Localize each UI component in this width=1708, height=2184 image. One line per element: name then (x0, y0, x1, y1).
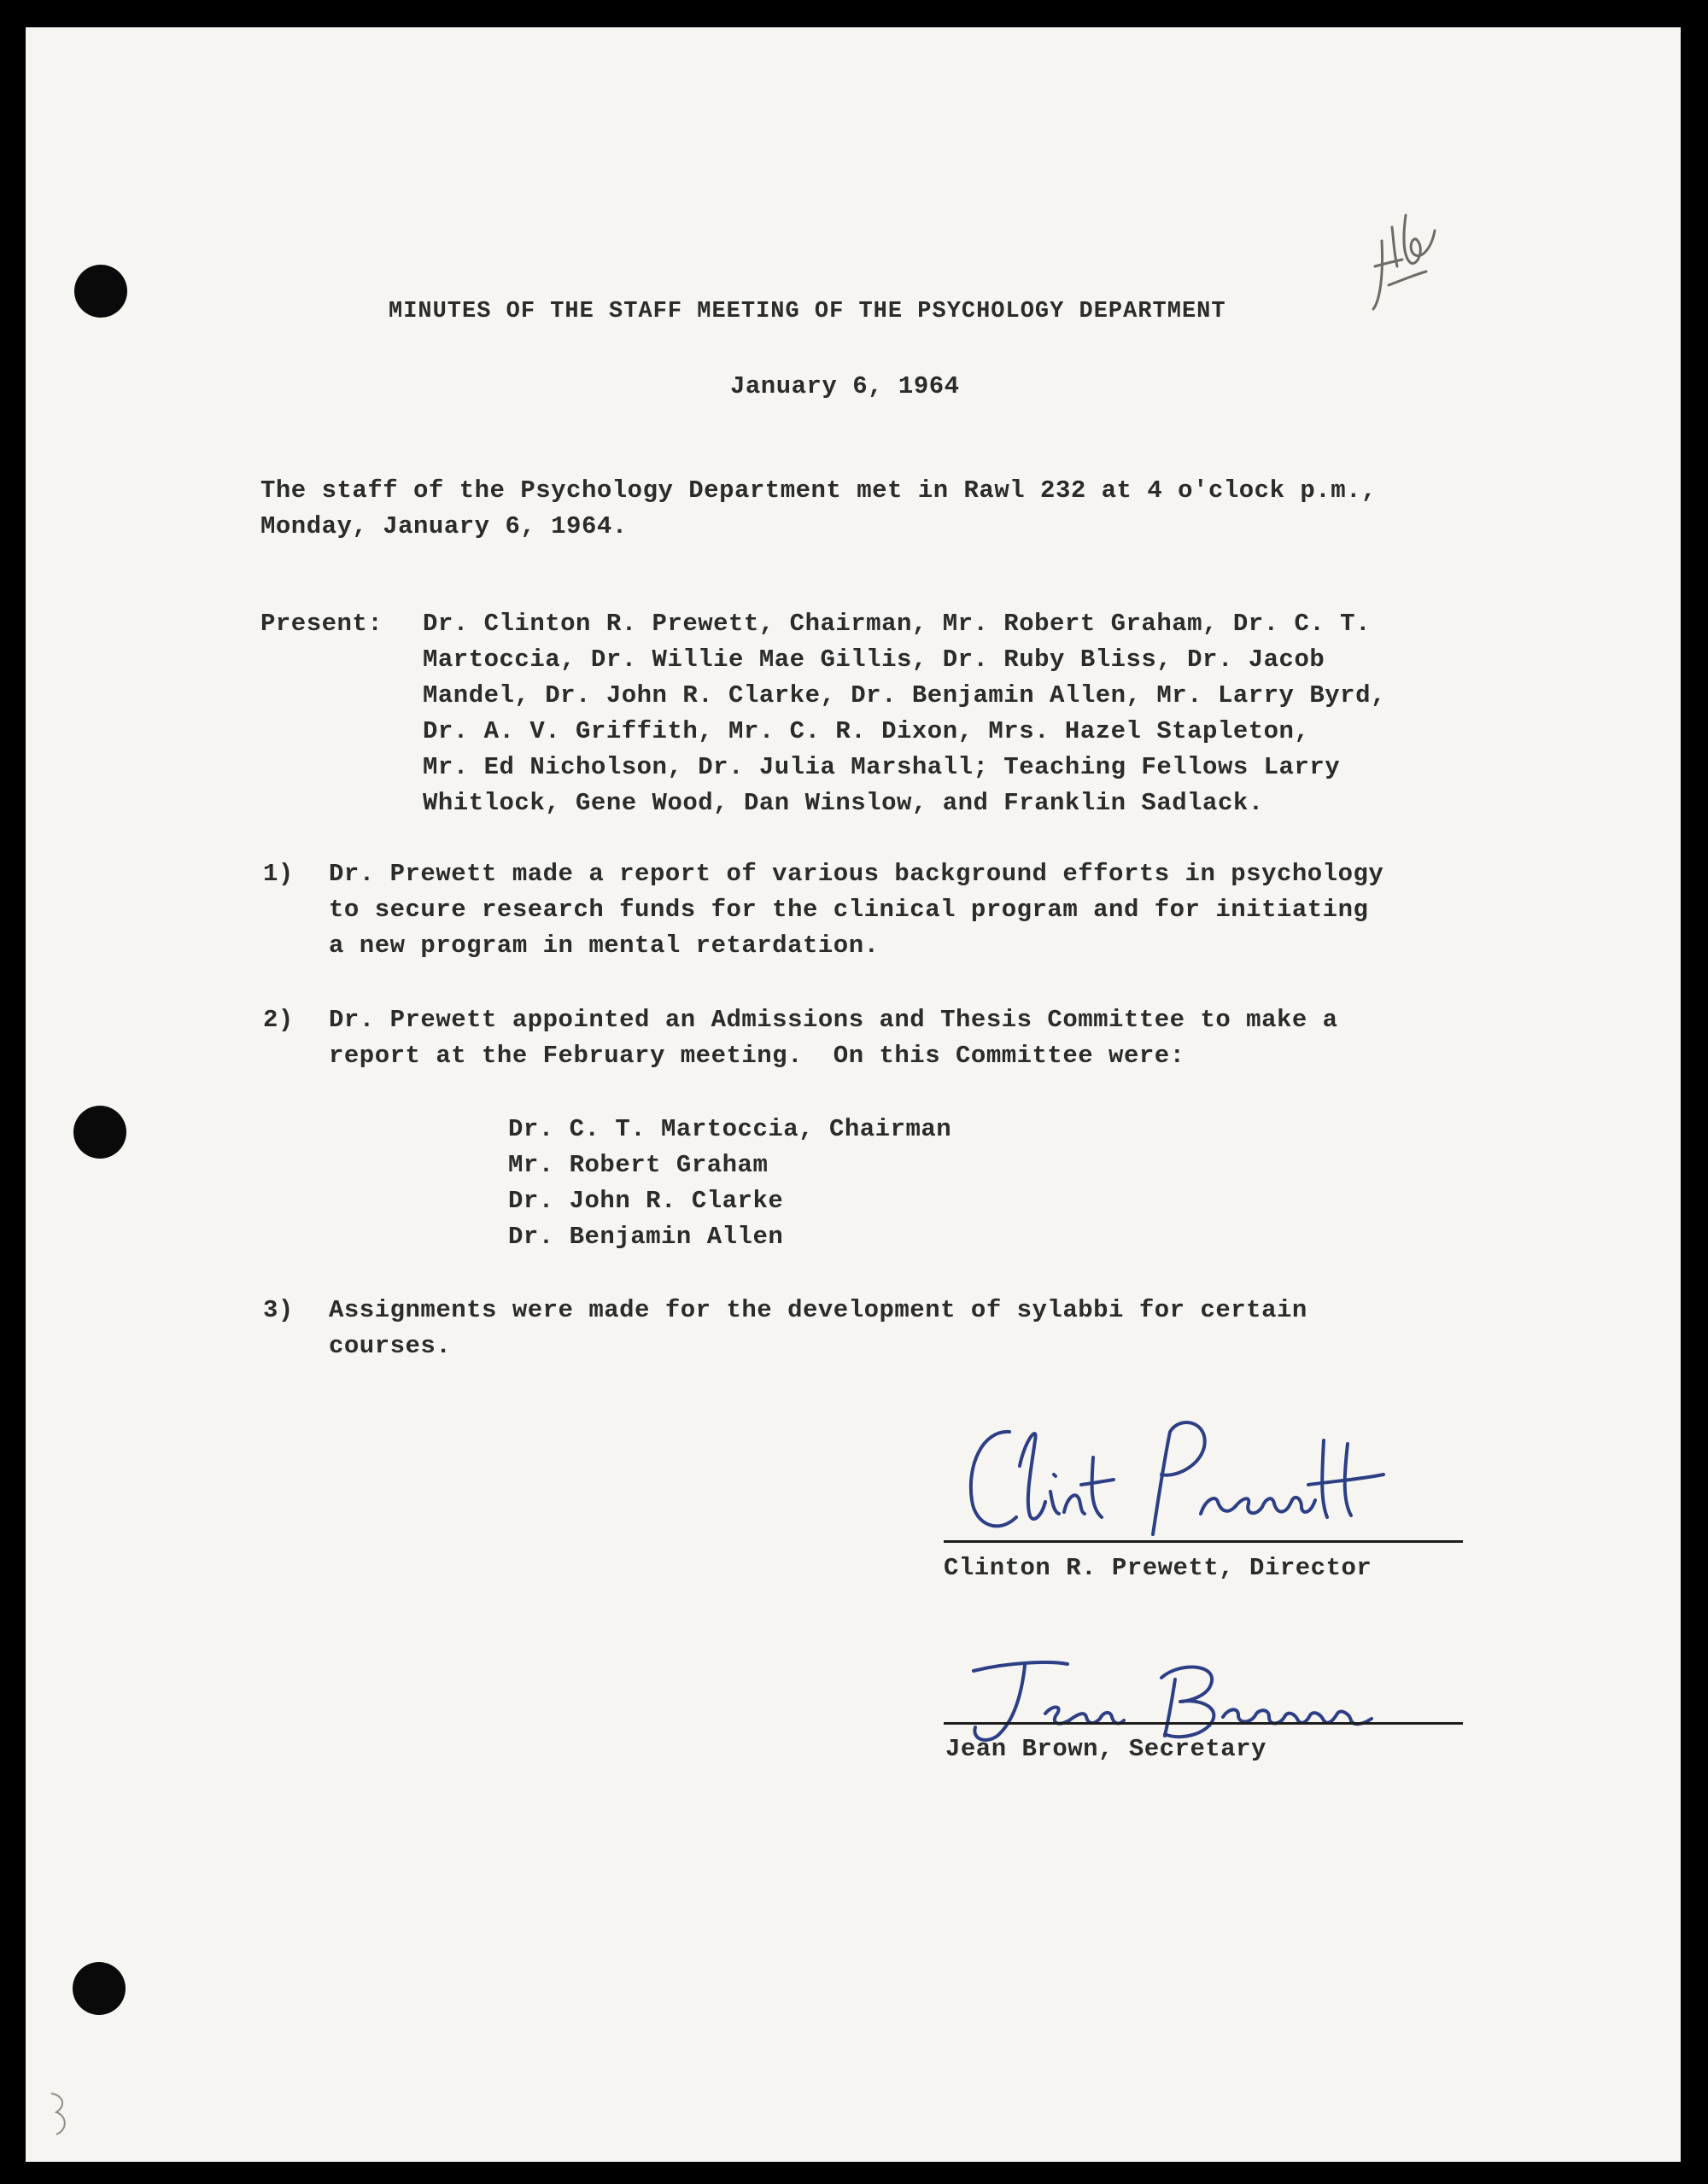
document-page (26, 27, 1681, 2162)
item-line: Assignments were made for the development of sylabbi for certain (329, 1296, 1307, 1324)
item-line: courses. (329, 1332, 452, 1360)
present-line: Whitlock, Gene Wood, Dan Winslow, and Franklin Sadlack. (423, 789, 1264, 817)
committee-member: Mr. Robert Graham (508, 1151, 769, 1179)
item-number: 3) (263, 1296, 294, 1324)
signature-line (944, 1540, 1463, 1543)
signature-line (944, 1722, 1463, 1725)
present-line: Dr. A. V. Griffith, Mr. C. R. Dixon, Mrs. Hazel Stapleton, (423, 717, 1310, 745)
item-number: 1) (263, 860, 294, 888)
punch-hole (73, 1962, 126, 2015)
item-line: Dr. Prewett made a report of various background efforts in psychology (329, 860, 1384, 888)
signature-prewett (956, 1406, 1401, 1551)
committee-member: Dr. John R. Clarke (508, 1187, 784, 1215)
item-line: Dr. Prewett appointed an Admissions and Thesis Committee to make a (329, 1006, 1338, 1034)
corner-pencil-mark (41, 2085, 84, 2153)
item-line: a new program in mental retardation. (329, 931, 880, 960)
intro-line: The staff of the Psychology Department met in Rawl 232 at 4 o'clock p.m., (260, 476, 1377, 505)
item-line: report at the February meeting. On this Committee were: (329, 1042, 1185, 1070)
signature-caption: Jean Brown, Secretary (945, 1735, 1266, 1763)
committee-member: Dr. C. T. Martoccia, Chairman (508, 1115, 952, 1143)
document-date: January 6, 1964 (730, 372, 960, 400)
signature-caption: Clinton R. Prewett, Director (944, 1554, 1372, 1582)
punch-hole (73, 1106, 126, 1159)
item-line: to secure research funds for the clinical program and for initiating (329, 896, 1369, 924)
present-line: Dr. Clinton R. Prewett, Chairman, Mr. Robert Graham, Dr. C. T. (423, 610, 1371, 638)
item-number: 2) (263, 1006, 294, 1034)
committee-member: Dr. Benjamin Allen (508, 1223, 784, 1251)
present-label: Present: (260, 610, 383, 638)
present-line: Mandel, Dr. John R. Clarke, Dr. Benjamin Allen, Mr. Larry Byrd, (423, 681, 1386, 710)
punch-hole (74, 265, 127, 318)
handwritten-file-annotation (1358, 190, 1460, 318)
present-line: Martoccia, Dr. Willie Mae Gillis, Dr. Ruby Bliss, Dr. Jacob (423, 645, 1325, 674)
document-title: MINUTES OF THE STAFF MEETING OF THE PSYCHOLOGY DEPARTMENT (389, 299, 1226, 324)
intro-line: Monday, January 6, 1964. (260, 512, 628, 540)
present-line: Mr. Ed Nicholson, Dr. Julia Marshall; Teaching Fellows Larry (423, 753, 1341, 781)
